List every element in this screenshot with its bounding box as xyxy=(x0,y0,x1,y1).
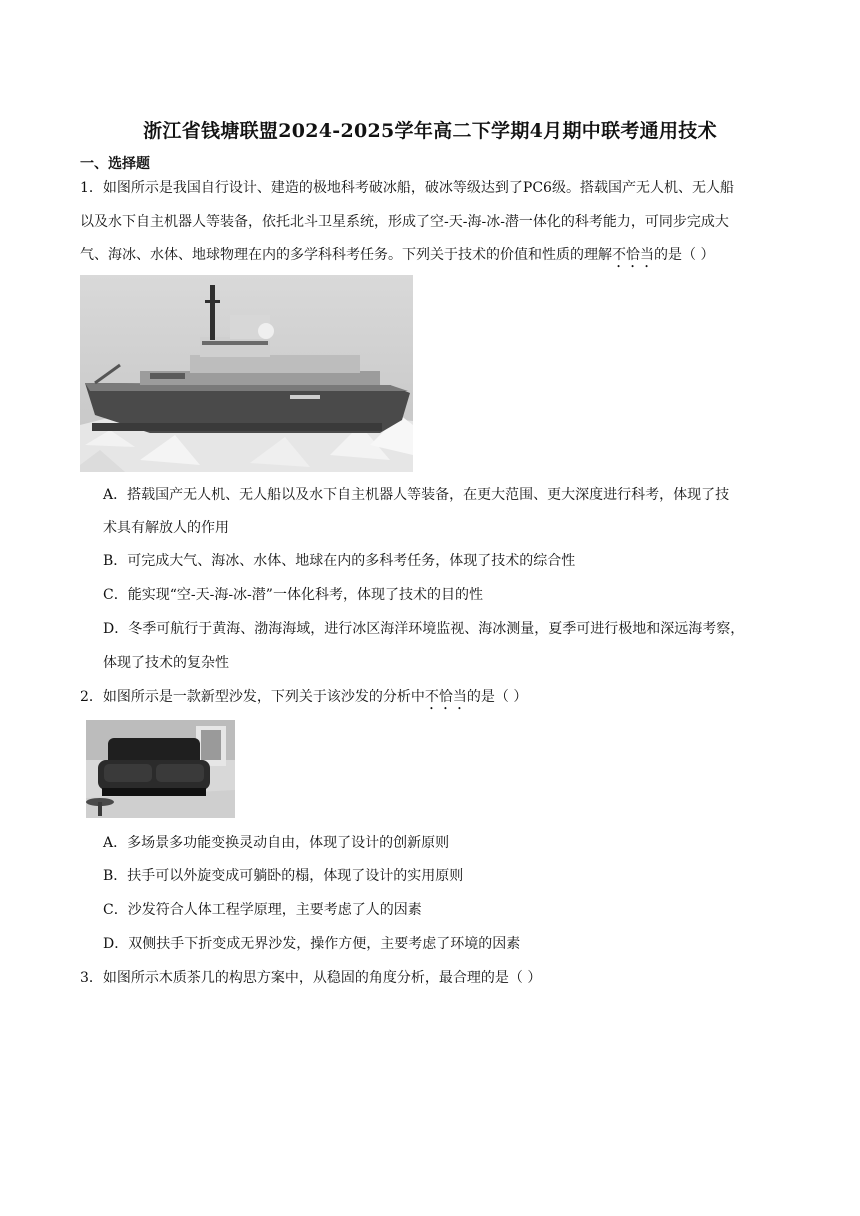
q1-option-a-line-2: 术具有解放人的作用 xyxy=(103,520,229,536)
q3-line-1: 3．如图所示木质茶几的构思方案中，从稳固的角度分析，最合理的是（ ） xyxy=(80,970,542,986)
document-title: 浙江省钱塘联盟2024-2025学年高二下学期4月期中联考通用技术 xyxy=(143,120,717,142)
q2-option-a: A．多场景多功能变换灵动自由，体现了设计的创新原则 xyxy=(103,835,450,851)
q1-line-3 xyxy=(80,245,790,271)
q1-line-1: 1．如图所示是我国自行设计、建造的极地科考破冰船，破冰等级达到了PC6级。搭载国产无人机、无人船 xyxy=(80,180,734,196)
q2-line-1 xyxy=(80,687,790,713)
q1-line-2: 以及水下自主机器人等装备，依托北斗卫星系统，形成了空-天-海-冰-潜一体化的科考能力，可同步完成大 xyxy=(80,214,729,230)
q2-line-1-text: 2．如图所示是一款新型沙发，下列关于该沙发的分析中 xyxy=(80,689,425,705)
q2-option-c: C．沙发符合人体工程学原理，主要考虑了人的因素 xyxy=(103,902,422,918)
q1-option-b: B．可完成大气、海冰、水体、地球在内的多科考任务，体现了技术的综合性 xyxy=(103,553,576,569)
q2-option-d: D．双侧扶手下折变成无界沙发，操作方便，主要考虑了环境的因素 xyxy=(103,936,521,952)
sofa-photo xyxy=(86,720,235,818)
q2-emphasis: 不恰当 xyxy=(424,689,467,705)
q1-emphasis: 不恰当 xyxy=(612,247,654,263)
q1-option-d-line-2: 体现了技术的复杂性 xyxy=(103,655,229,671)
q1-line-3-tail: 的是（ ） xyxy=(654,247,715,263)
icebreaker-ship-photo xyxy=(80,275,413,472)
q2-line-1-tail: 的是（ ） xyxy=(466,689,528,705)
q1-option-a-line-1: A．搭载国产无人机、无人船以及水下自主机器人等装备，在更大范围、更大深度进行科考，体现了技 xyxy=(103,487,730,503)
q2-option-b: B．扶手可以外旋变成可躺卧的榻，体现了设计的实用原则 xyxy=(103,868,464,884)
q1-option-c: C．能实现“空-天-海-冰-潜”一体化科考，体现了技术的目的性 xyxy=(103,587,483,603)
q1-option-d-line-1: D．冬季可航行于黄海、渤海海域，进行冰区海洋环境监视、海冰测量，夏季可进行极地和深远海考察， xyxy=(103,621,745,637)
q1-line-3-text: 气、海冰、水体、地球物理在内的多学科科考任务。下列关于技术的价值和性质的理解 xyxy=(80,247,612,263)
section-heading: 一、选择题 xyxy=(80,156,150,172)
